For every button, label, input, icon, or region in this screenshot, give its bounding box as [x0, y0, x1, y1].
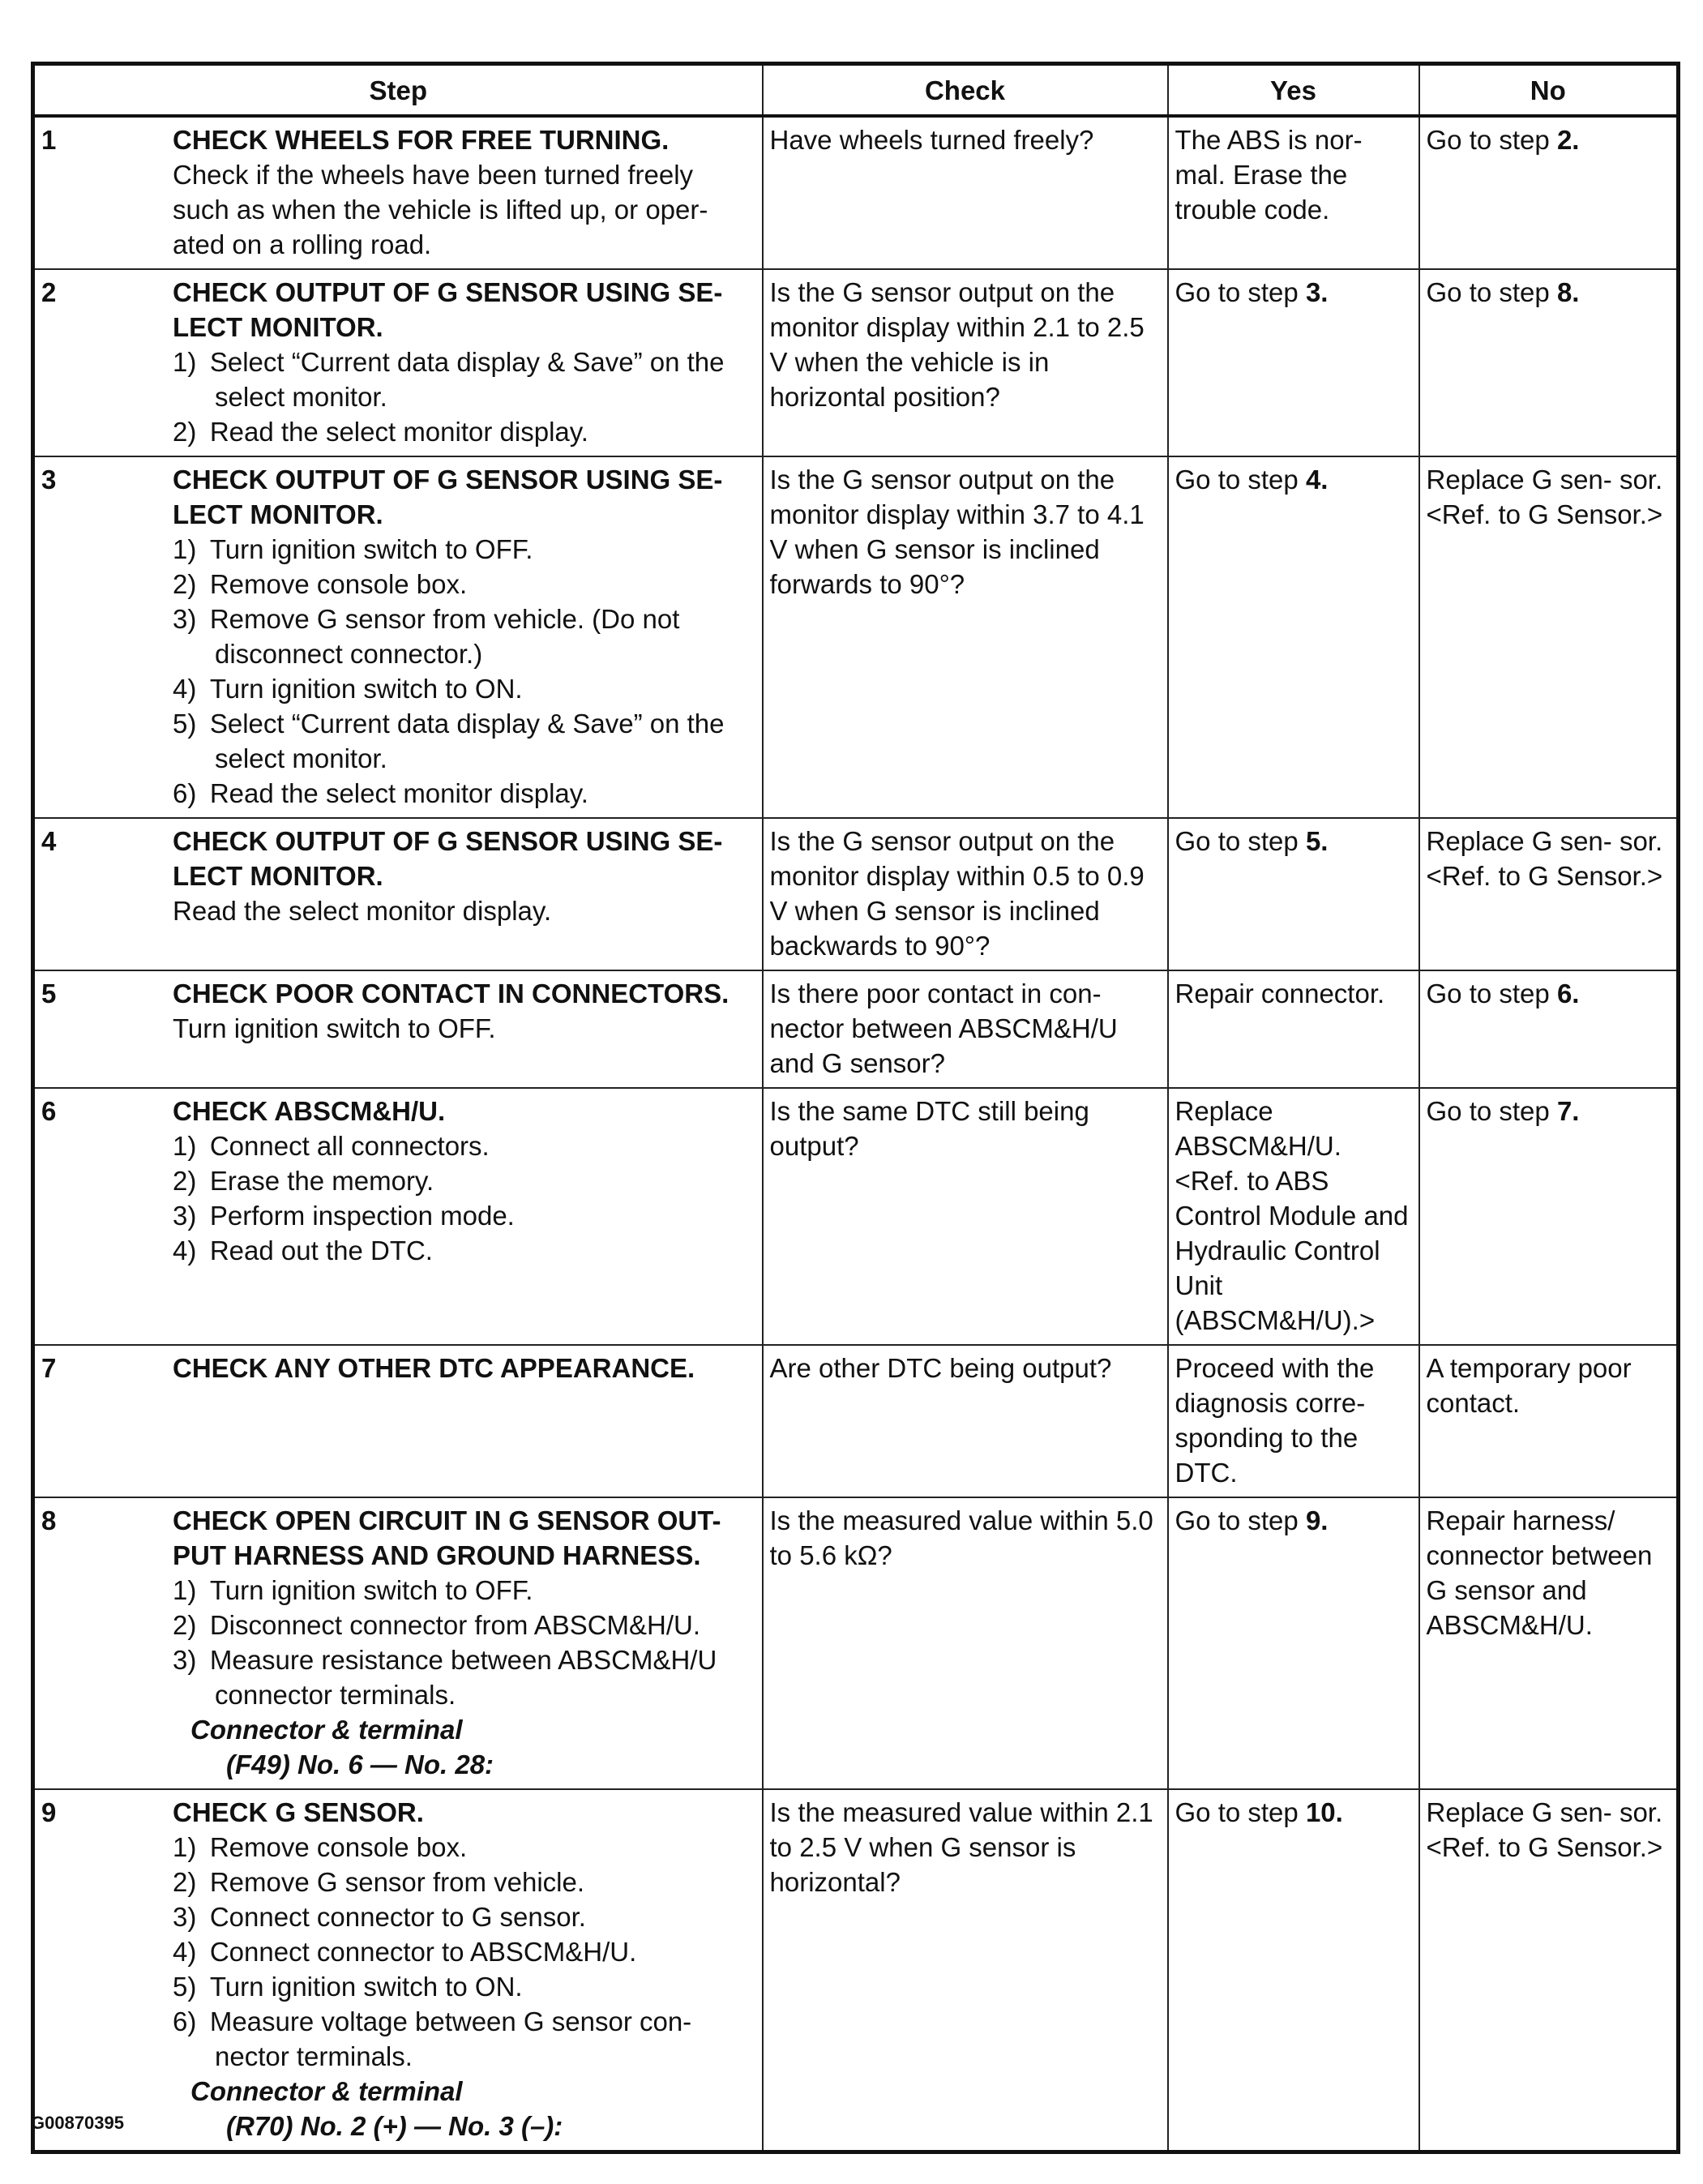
substep-text: Read out the DTC. [209, 1235, 433, 1265]
table-row [33, 1497, 1679, 1789]
step-substeps [173, 532, 755, 811]
substep-number: 3) [173, 1902, 197, 1932]
substep-item [173, 2004, 755, 2074]
substep-item [173, 345, 755, 414]
table-row [33, 456, 1679, 818]
step-title: CHECK OUTPUT OF G SENSOR USING SE- LECT MONITOR. [173, 277, 723, 342]
step-body [173, 122, 755, 262]
yes-text: The ABS is nor- mal. Erase the trouble code. [1175, 125, 1363, 225]
substep-number: 3) [173, 1201, 197, 1231]
no-cell [1419, 116, 1679, 269]
check-cell: Is the G sensor output on the monitor display within 3.7 to 4.1 V when G sensor is inclined forwards to 90°? [763, 456, 1168, 818]
check-cell: Is the G sensor output on the monitor display within 2.1 to 2.5 V when the vehicle is in horizontal position? [763, 269, 1168, 456]
substep-text: Perform inspection mode. [209, 1201, 515, 1231]
yes-text: Replace ABSCM&H/U. <Ref. to ABS Control Module and Hydraulic Control Unit (ABSCM&H/U).> [1175, 1096, 1409, 1335]
check-cell: Are other DTC being output? [763, 1345, 1168, 1497]
step-number: 4 [41, 826, 57, 856]
step-cell [33, 456, 763, 818]
step-title: CHECK ANY OTHER DTC APPEARANCE. [173, 1353, 695, 1383]
step-title: CHECK WHEELS FOR FREE TURNING. [173, 125, 670, 155]
step-body [173, 1094, 755, 1268]
substep-item [173, 1163, 755, 1198]
header-no: No [1419, 64, 1679, 117]
step-title: CHECK POOR CONTACT IN CONNECTORS. [173, 979, 730, 1008]
substep-item [173, 1233, 755, 1268]
yes-text: Go to step [1175, 277, 1306, 307]
yes-step-ref: 4. [1305, 465, 1329, 495]
header-check: Check [763, 64, 1168, 117]
step-number: 5 [41, 979, 57, 1008]
substep-text: Measure resistance between ABSCM&H/U connector terminals. [209, 1645, 717, 1710]
substep-item [173, 1608, 755, 1642]
yes-cell [1168, 1088, 1419, 1345]
substep-text: Connect connector to G sensor. [209, 1902, 586, 1932]
yes-step-ref: 3. [1305, 277, 1329, 307]
substep-text: Read the select monitor display. [209, 778, 588, 808]
check-cell: Is the measured value within 2.1 to 2.5 V when G sensor is horizontal? [763, 1789, 1168, 2152]
substep-item [173, 671, 755, 706]
substep-text: Remove console box. [209, 1832, 468, 1862]
substep-number: 2) [173, 569, 197, 599]
header-yes: Yes [1168, 64, 1419, 117]
step-number: 7 [41, 1353, 57, 1383]
substep-number: 5) [173, 709, 197, 739]
no-step-ref: 2. [1556, 125, 1580, 155]
table-row [33, 818, 1679, 970]
step-body [173, 462, 755, 811]
substep-number: 1) [173, 1131, 197, 1161]
substep-item [173, 1830, 755, 1865]
substep-number: 3) [173, 1645, 197, 1675]
substep-text: Select “Current data display & Save” on the select monitor. [209, 709, 725, 773]
substep-text: Turn ignition switch to OFF. [209, 534, 533, 564]
table-row [33, 116, 1679, 269]
substep-text: Remove G sensor from vehicle. [209, 1867, 585, 1897]
step-text: Check if the wheels have been turned freely such as when the vehicle is lifted up, or oper- ated on a rolling road. [173, 160, 708, 259]
substep-text: Turn ignition switch to OFF. [209, 1575, 533, 1605]
no-cell [1419, 1497, 1679, 1789]
no-cell [1419, 1345, 1679, 1497]
no-step-ref: 8. [1556, 277, 1580, 307]
substep-number: 2) [173, 1867, 197, 1897]
step-cell [33, 1789, 763, 2152]
yes-cell [1168, 1497, 1419, 1789]
substep-item [173, 1865, 755, 1899]
check-cell: Is the same DTC still being output? [763, 1088, 1168, 1345]
substep-item [173, 1934, 755, 1969]
step-title: CHECK OUTPUT OF G SENSOR USING SE- LECT MONITOR. [173, 465, 723, 529]
step-body [173, 1351, 755, 1385]
substep-text: Erase the memory. [209, 1166, 434, 1196]
substep-text: Disconnect connector from ABSCM&H/U. [209, 1610, 701, 1640]
substep-item [173, 1969, 755, 2004]
no-text: Go to step [1426, 979, 1557, 1008]
step-body [173, 976, 755, 1046]
no-text: Replace G sen- sor. <Ref. to G Sensor.> [1426, 826, 1663, 891]
no-cell [1419, 1789, 1679, 2152]
substep-number: 2) [173, 1610, 197, 1640]
check-cell: Is the G sensor output on the monitor display within 0.5 to 0.9 V when G sensor is inclined backwards to 90°? [763, 818, 1168, 970]
substep-number: 6) [173, 2006, 197, 2036]
substep-number: 1) [173, 534, 197, 564]
substep-text: Read the select monitor display. [209, 417, 588, 447]
step-body [173, 1503, 755, 1782]
no-cell [1419, 456, 1679, 818]
substep-number: 4) [173, 1937, 197, 1967]
substep-number: 6) [173, 778, 197, 808]
substep-text: Turn ignition switch to ON. [209, 674, 523, 704]
step-substeps [173, 1128, 755, 1268]
connector-terminal-value: (R70) No. 2 (+) — No. 3 (–): [226, 2111, 563, 2141]
step-title: CHECK ABSCM&H/U. [173, 1096, 446, 1126]
step-number: 1 [41, 125, 57, 155]
substep-number: 1) [173, 1832, 197, 1862]
yes-cell [1168, 818, 1419, 970]
substep-item [173, 706, 755, 776]
step-body [173, 824, 755, 928]
substep-text: Remove console box. [209, 569, 468, 599]
connector-terminal-label: Connector & terminal [190, 1715, 463, 1745]
substep-item [173, 1642, 755, 1712]
step-cell [33, 818, 763, 970]
no-cell [1419, 970, 1679, 1088]
check-cell: Is the measured value within 5.0 to 5.6 kΩ? [763, 1497, 1168, 1789]
step-body [173, 275, 755, 449]
no-step-ref: 6. [1556, 979, 1580, 1008]
substep-text: Turn ignition switch to ON. [209, 1972, 523, 2002]
table-row [33, 269, 1679, 456]
yes-cell [1168, 1789, 1419, 2152]
no-text: Go to step [1426, 1096, 1557, 1126]
yes-cell [1168, 456, 1419, 818]
step-substeps [173, 1830, 755, 2074]
substep-item [173, 1573, 755, 1608]
step-cell [33, 1088, 763, 1345]
diagnostic-table [31, 62, 1680, 2154]
no-step-ref: 7. [1556, 1096, 1580, 1126]
check-cell: Have wheels turned freely? [763, 116, 1168, 269]
yes-step-ref: 9. [1305, 1505, 1329, 1535]
step-text: Turn ignition switch to OFF. [173, 1013, 496, 1043]
yes-cell [1168, 116, 1419, 269]
step-cell [33, 1345, 763, 1497]
yes-text: Go to step [1175, 1505, 1306, 1535]
substep-number: 1) [173, 347, 197, 377]
header-step: Step [33, 64, 763, 117]
yes-text: Proceed with the diagnosis corre- sponding to the DTC. [1175, 1353, 1375, 1488]
substep-item [173, 532, 755, 567]
no-text: Go to step [1426, 125, 1557, 155]
step-cell [33, 116, 763, 269]
yes-cell [1168, 970, 1419, 1088]
substep-number: 5) [173, 1972, 197, 2002]
figure-id: G00870395 [31, 2113, 124, 2133]
substep-item [173, 1128, 755, 1163]
no-cell [1419, 1088, 1679, 1345]
substep-number: 2) [173, 417, 197, 447]
step-cell [33, 970, 763, 1088]
step-text: Read the select monitor display. [173, 896, 552, 926]
no-text: Replace G sen- sor. <Ref. to G Sensor.> [1426, 1797, 1663, 1862]
substep-number: 2) [173, 1166, 197, 1196]
yes-text: Go to step [1175, 465, 1306, 495]
step-number: 2 [41, 277, 57, 307]
step-cell [33, 269, 763, 456]
connector-terminal-value: (F49) No. 6 — No. 28: [226, 1749, 494, 1779]
yes-text: Go to step [1175, 826, 1306, 856]
table-row [33, 970, 1679, 1088]
substep-number: 4) [173, 1235, 197, 1265]
substep-item [173, 567, 755, 602]
substep-item [173, 1899, 755, 1934]
connector-terminal-label: Connector & terminal [190, 2076, 463, 2106]
substep-number: 4) [173, 674, 197, 704]
header-row [33, 64, 1679, 117]
table-row [33, 1088, 1679, 1345]
substep-item [173, 602, 755, 671]
step-number: 9 [41, 1797, 57, 1827]
substep-number: 3) [173, 604, 197, 634]
table-row [33, 1345, 1679, 1497]
substep-text: Remove G sensor from vehicle. (Do not disconnect connector.) [209, 604, 680, 669]
yes-cell [1168, 1345, 1419, 1497]
step-number: 8 [41, 1505, 57, 1535]
yes-text: Repair connector. [1175, 979, 1385, 1008]
step-number: 3 [41, 465, 57, 495]
no-text: Go to step [1426, 277, 1557, 307]
step-substeps [173, 1573, 755, 1712]
step-title: CHECK OUTPUT OF G SENSOR USING SE- LECT MONITOR. [173, 826, 723, 891]
no-text: A temporary poor contact. [1426, 1353, 1632, 1418]
substep-text: Measure voltage between G sensor con- nector terminals. [209, 2006, 692, 2071]
table-body [33, 116, 1679, 2152]
no-text: Replace G sen- sor. <Ref. to G Sensor.> [1426, 465, 1663, 529]
substep-text: Connect connector to ABSCM&H/U. [209, 1937, 637, 1967]
yes-text: Go to step [1175, 1797, 1306, 1827]
substep-item [173, 776, 755, 811]
step-title: CHECK G SENSOR. [173, 1797, 424, 1827]
step-substeps [173, 345, 755, 449]
yes-step-ref: 5. [1305, 826, 1329, 856]
substep-text: Connect all connectors. [209, 1131, 490, 1161]
substep-number: 1) [173, 1575, 197, 1605]
no-text: Repair harness/ connector between G sensor and ABSCM&H/U. [1426, 1505, 1653, 1640]
substep-item [173, 414, 755, 449]
step-body [173, 1795, 755, 2143]
no-cell [1419, 818, 1679, 970]
yes-step-ref: 10. [1305, 1797, 1343, 1827]
table-row [33, 1789, 1679, 2152]
step-title: CHECK OPEN CIRCUIT IN G SENSOR OUT- PUT HARNESS AND GROUND HARNESS. [173, 1505, 721, 1570]
yes-cell [1168, 269, 1419, 456]
substep-text: Select “Current data display & Save” on the select monitor. [209, 347, 725, 412]
step-cell [33, 1497, 763, 1789]
step-number: 6 [41, 1096, 57, 1126]
substep-item [173, 1198, 755, 1233]
no-cell [1419, 269, 1679, 456]
check-cell: Is there poor contact in con- nector between ABSCM&H/U and G sensor? [763, 970, 1168, 1088]
